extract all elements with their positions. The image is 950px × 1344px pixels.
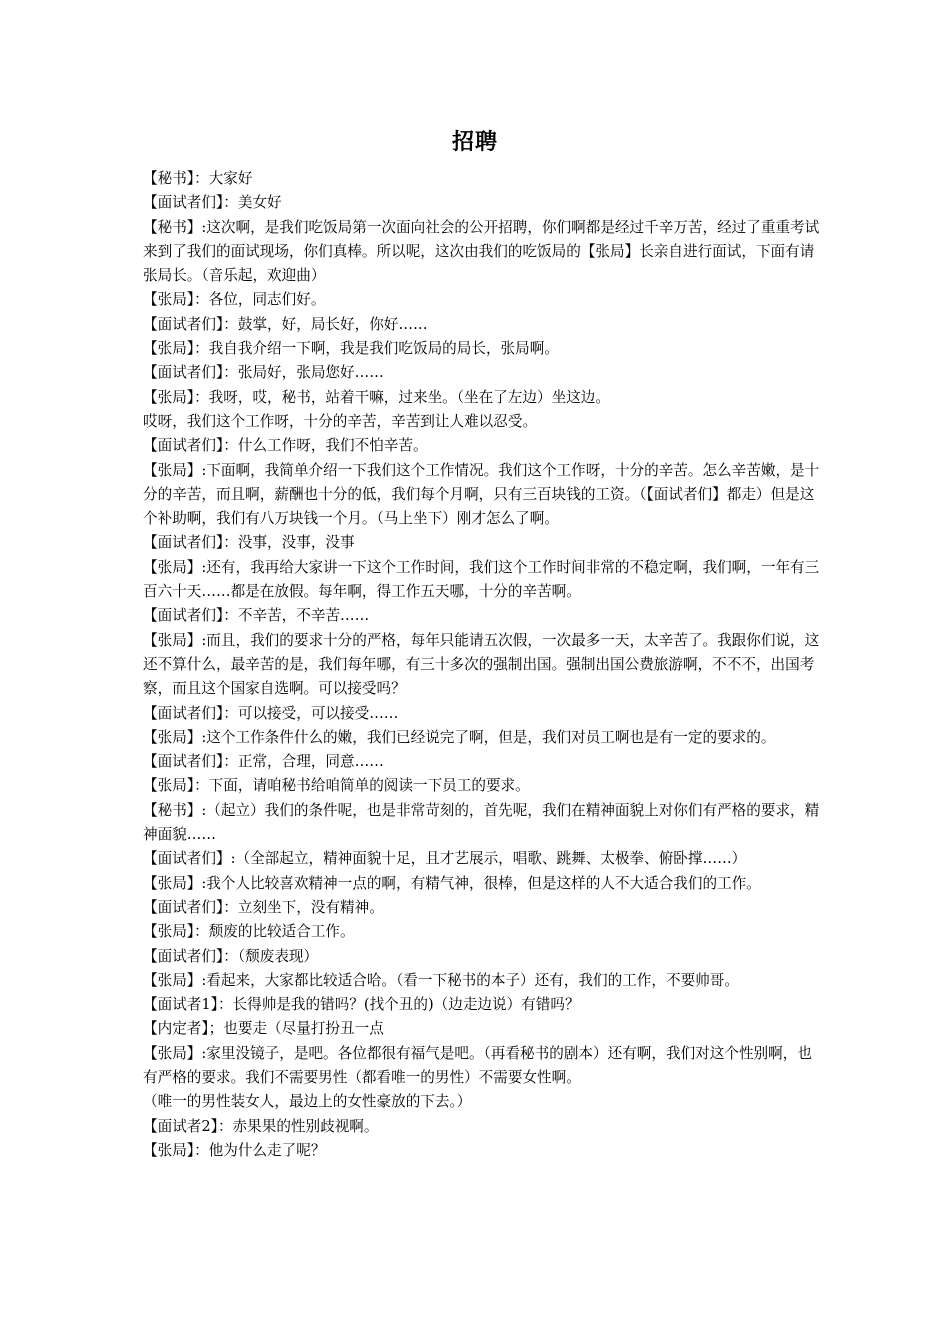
script-line: 【张局】：颓废的比较适合工作。 <box>143 923 355 941</box>
script-line: 【秘书】:（起立）我们的条件呢，也是非常苛刻的，首先呢，我们在精神面貌上对你们有严格的要求，精神面貌…… <box>143 801 820 844</box>
script-line: 【面试者们】:（全部起立，精神面貌十足，且才艺展示，唱歌、跳舞、太极拳、俯卧撑……） <box>143 850 747 868</box>
script-line: 【面试者们】：可以接受，可以接受…… <box>143 704 399 722</box>
script-line: 【张局】:家里没镜子，是吧。各位都很有福气是吧。（再看秘书的剧本）还有啊，我们对这个性别啊，也有严格的要求。我们不需要男性（都看唯一的男性）不需要女性啊。 <box>143 1044 812 1086</box>
script-line: 【面试者们】：美女好 <box>143 194 282 212</box>
script-line: 【张局】：我自我介绍一下啊，我是我们吃饭局的局长，张局啊。 <box>143 340 559 358</box>
script-line: 【张局】:看起来，大家都比较适合哈。（看一下秘书的本子）还有，我们的工作，不要帅哥。 <box>143 971 739 989</box>
script-line: 【秘书】:这次啊，是我们吃饭局第一次面向社会的公开招聘，你们啊都是经过千辛万苦，经过了重重考试来到了我们的面试现场，你们真棒。所以呢，这次由我们的吃饭局的【张局】长亲自进行面试，下面有请张局长。（音乐起，欢迎曲） <box>143 218 820 285</box>
script-line: 【张局】:这个工作条件什么的嫩，我们已经说完了啊，但是，我们对员工啊也是有一定的要求的。 <box>143 728 776 746</box>
script-line: 【面试者们】：立刻坐下，没有精神。 <box>143 898 384 916</box>
script-line: 【张局】：我呀，哎，秘书，站着干嘛，过来坐。（坐在了左边）坐这边。 <box>143 388 610 406</box>
script-body <box>143 167 823 1163</box>
script-line: 【面试者们】：什么工作呀，我们不怕辛苦。 <box>143 437 428 455</box>
script-line: 【面试者们】：不辛苦，不辛苦…… <box>143 607 370 625</box>
script-line: 【张局】:还有，我再给大家讲一下这个工作时间，我们这个工作时间非常的不稳定啊，我们啊，一年有三百六十天……都是在放假。每年啊，得工作五天哪，十分的辛苦啊。 <box>143 558 820 601</box>
script-line: 【面试者们】：没事，没事，没事 <box>143 534 355 552</box>
script-line: （唯一的男性装女人，最边上的女性豪放的下去。） <box>143 1093 472 1111</box>
script-line: 【张局】：他为什么走了呢？ <box>143 1141 326 1159</box>
script-line: 【张局】:我个人比较喜欢精神一点的啊，有精气神，很棒，但是这样的人不大适合我们的工作。 <box>143 874 761 892</box>
script-line: 【面试者2】：赤果果的性别歧视啊。 <box>143 1117 379 1135</box>
script-line: 【张局】:下面啊，我简单介绍一下我们这个工作情况。我们这个工作呀，十分的辛苦。怎么辛苦嫩，是十分的辛苦，而且啊，薪酬也十分的低，我们每个月啊，只有三百块钱的工资。（【面试者们】都走）但是这个补助啊，我们有八万块钱一个月。（马上坐下）刚才怎么了啊。 <box>143 461 820 528</box>
script-line: 哎呀，我们这个工作呀，十分的辛苦，辛苦到让人难以忍受。 <box>143 412 538 430</box>
script-line: 【面试者们】：（颓废表现） <box>143 947 319 965</box>
script-line: 【面试者们】：张局好，张局您好…… <box>143 364 384 382</box>
script-line: 【秘书】：大家好 <box>143 170 253 187</box>
script-line: 【张局】:而且，我们的要求十分的严格，每年只能请五次假，一次最多一天，太辛苦了。我跟你们说，这还不算什么，最辛苦的是，我们每年哪，有三十多次的强制出国。强制出国公费旅游啊，不不不，出国考察，而且这个国家自选啊。可以接受吗？ <box>143 631 820 698</box>
script-line: 【张局】：各位，同志们好。 <box>143 291 326 309</box>
script-line: 【张局】：下面，请咱秘书给咱简单的阅读一下员工的要求。 <box>143 777 530 795</box>
script-line: 【面试者们】：正常，合理，同意…… <box>143 753 384 771</box>
script-line: 【内定者】；也要走（尽量打扮丑一点 <box>143 1020 384 1038</box>
script-line: 【面试者们】：鼓掌，好，局长好，你好…… <box>143 315 428 333</box>
script-line: 【面试者1】：长得帅是我的错吗？(找个丑的)（边走边说）有错吗？ <box>143 996 580 1014</box>
document-title: 招聘 <box>451 130 498 155</box>
